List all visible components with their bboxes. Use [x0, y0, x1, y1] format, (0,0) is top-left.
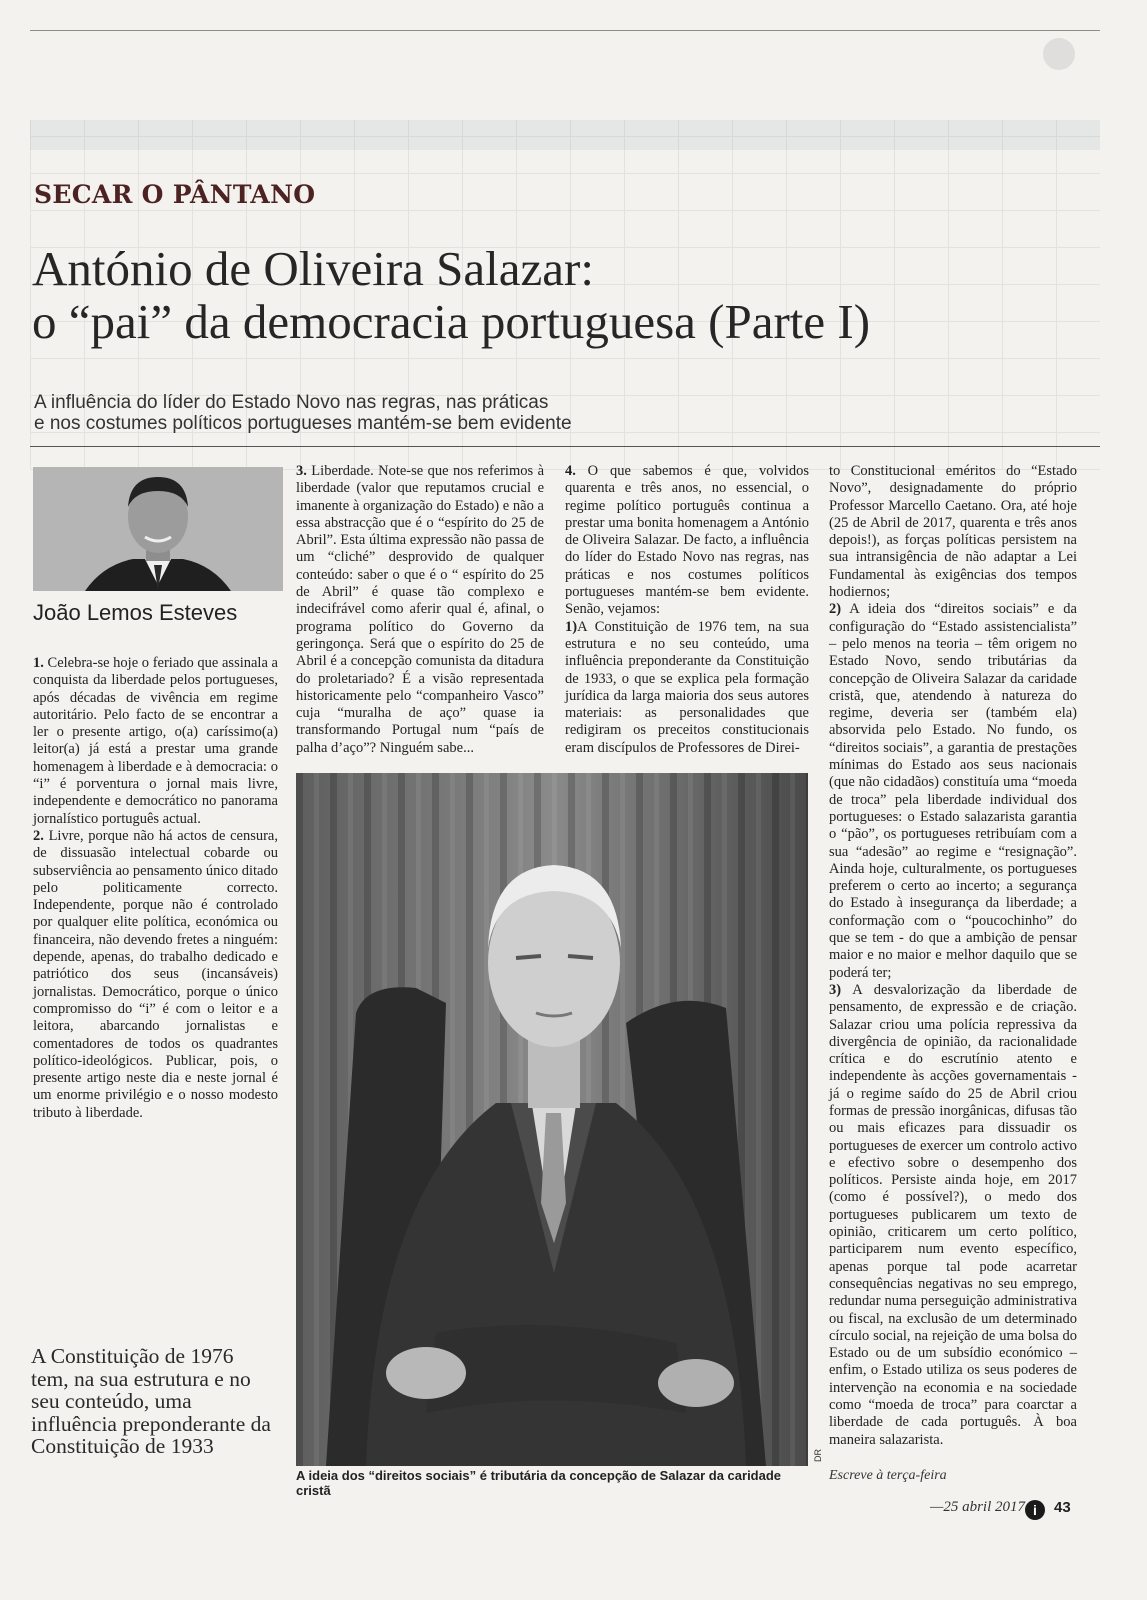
paragraph-1: Celebra-se hoje o feriado que assinala a conquista da liberdade pelos portugueses, após décadas de vivência em regime autoritário. Pelo facto de se encontrar a ler o presente artigo, o(a) caríssimo(a) leitor(a) já está a prestar uma grande homenagem à liberdade e à democracia: o “i” é porventura o jornal mais livre, independente e democrático no panorama jornalístico português actual. [33, 655, 278, 827]
page-number: 43 [1054, 1499, 1071, 1516]
article-column-4 [829, 463, 1077, 1449]
newspaper-logo-icon: i [1025, 1500, 1045, 1520]
section-kicker: SECAR O PÂNTANO [34, 180, 316, 209]
deck-line-1: A influência do líder do Estado Novo nas regras, nas práticas [34, 392, 549, 413]
header-rule [30, 446, 1100, 447]
list-number-1: 1) [565, 618, 578, 635]
author-portrait-icon [33, 467, 283, 591]
list-number-2: 2) [829, 601, 842, 618]
show-through-logo [1043, 38, 1075, 70]
paragraph-3: Liberdade. Note-se que nos referimos à liberdade (valor que reputamos crucial e imanente à organização do Estado) e não a essa abstracção que é o “espírito do 25 de Abril”. Esta última expressão não passa de um “cliché” desprovido de qualquer conteúdo: saber o que é o “ espírito do 25 de Abril” é quase tão complexo e indecifrável como aferir qual é, afinal, o programa político do Governo da geringonça. Será que o espírito do 25 de Abril é a concepção comunista da ditadura do proletariado? É a visão representada historicamente pelo “companheiro Vasco” cuja “muralha de aço” quase ia transformando Portugal num “país de palha d’aço”? Ninguém sabe... [296, 463, 544, 756]
author-signoff: Escreve à terça-feira [829, 1468, 947, 1483]
point-number-1: 1. [33, 655, 44, 671]
headline [32, 242, 870, 348]
article-column-2 [296, 463, 544, 757]
list-number-3: 3) [829, 981, 842, 998]
author-byline: João Lemos Esteves [33, 600, 238, 625]
issue-date: —25 abril 2017 [930, 1499, 1026, 1515]
article-column-3 [565, 463, 809, 757]
top-rule [30, 30, 1100, 31]
point-number-2: 2. [33, 827, 44, 844]
main-photo [296, 773, 808, 1466]
paragraph-5: A Constituição de 1976 tem, na sua estrutura e no seu conteúdo, uma influência preponderante da Constituição de 1933, o que se explica pela formação jurídica da larga maioria dos seus autores materiais: as personalidades que redigiram os preceitos constitucionais eram discípulos de Professores de Direi- [565, 618, 809, 756]
point-number-4: 4. [565, 463, 576, 479]
pull-quote: A Constituição de 1976 tem, na sua estrutura e no seu conteúdo, uma influência preponderante da Constituição de 1933 [31, 1344, 271, 1458]
headline-line-1: António de Oliveira Salazar: [32, 241, 594, 296]
seated-man-portrait-icon [296, 773, 808, 1466]
paragraph-4: O que sabemos é que, volvidos quarenta e três anos, no essencial, o regime político português continua a prestar uma bonita homenagem a António de Oliveira Salazar. De facto, a influência do líder do Estado Novo nas regras, nas práticas e nos costumes políticos portugueses mantém-se bem evidente. Senão, vejamos: [565, 463, 809, 618]
paragraph-6: to Constitucional eméritos do “Estado Novo”, designadamente do próprio Professor Marcello Caetano. Ora, até hoje (25 de Abril de 2017, quarenta e três anos depois!), as forças políticas persistem na sua intransigência de não adaptar a Lei Fundamental às exigências dos tempos hodiernos; [829, 463, 1077, 601]
deck [34, 392, 654, 434]
article-column-1 [33, 655, 278, 1122]
author-photo [33, 467, 283, 591]
paragraph-7: A ideia dos “direitos sociais” e da configuração do “Estado assistencialista” – pelo menos na teoria – têm origem no Estado Novo, sendo tributárias da concepção de Oliveira Salazar da caridade cristã, que, atendendo à natureza do regime, deveria ser (também ela) absorvida pelo Estado. No fundo, os “direitos sociais”, a garantia de prestações mínimas do Estado aos seus nacionais (que não cidadãos) constituía uma “moeda de troca” pela liberdade individual dos portugueses: o Estado salazarista garantia o “pão”, os portugueses retribuíam com a sua “adesão” ao regime e “resignação”. Ainda hoje, culturalmente, os portugueses preferem o certo ao incerto; a segurança do Estado à insegurança da liberdade; a conformação com o “poucochinho” do que se tem - do que a ambição de pensar maior e no maior e melhor daquilo que se poderá ter; [829, 601, 1077, 981]
paragraph-2: Livre, porque não há actos de censura, de dissuasão intelectual cobarde ou subserviência ao pensamento único ditado pelo politicamente correcto. Independente, porque não é controlado por qualquer elite política, económica ou financeira, não devendo fretes a ninguém: depende, apenas, do trabalho dedicado e patriótico dos seus (incansáveis) jornalistas. Democrático, porque o único compromisso do “i” é com o leitor e a leitora, abarcando jornalistas e comentadores de todos os quadrantes político-ideológicos. Publicar, pois, o presente artigo neste dia e neste jornal é um enorme privilégio e o nosso modesto tributo à liberdade. [33, 827, 278, 1121]
point-number-3: 3. [296, 463, 307, 479]
deck-line-2: e nos costumes políticos portugueses mantém-se bem evidente [34, 413, 572, 434]
photo-caption: A ideia dos “direitos sociais” é tributária da concepção de Salazar da caridade cristã [296, 1468, 782, 1498]
headline-line-2: o “pai” da democracia portuguesa (Parte I) [32, 294, 871, 349]
photo-credit: DR [813, 1449, 823, 1462]
paragraph-8: A desvalorização da liberdade de pensamento, de expressão e de criação. Salazar criou uma polícia repressiva da divergência de opinião, da racionalidade crítica e do escrutínio atento e independente às acções governamentais - já o regime saído do 25 de Abril criou formas de pressão inorgânicas, difusas tão ou mais eficazes para dissuadir os portugueses de exercer um controlo activo e efectivo sobre o desempenho dos políticos. Persiste ainda hoje, em 2017 (como é possível?), o medo dos portugueses publicarem um texto de opinião, criticarem um certo político, participarem num evento específico, apenas porque tal pode acarretar consequências negativas no seu emprego, redundar numa perseguição administrativa ou fiscal, na exclusão de um determinado círculo social, na rejeição de uma bolsa do Estado ou de um subsídio económico – enfim, o Estado utiliza os seus poderes de intervenção na economia e na sociedade como “moeda de troca” para coarctar a liberdade de cada português. À boa maneira salazarista. [829, 981, 1077, 1448]
